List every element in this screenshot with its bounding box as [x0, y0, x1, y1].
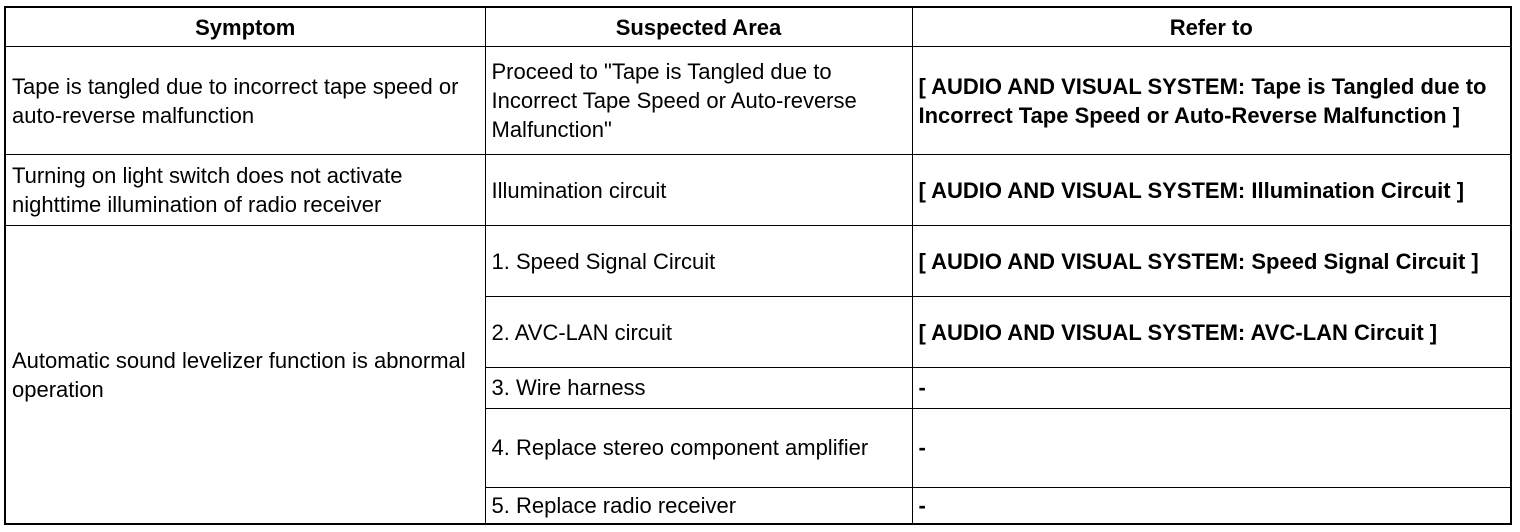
header-symptom: Symptom	[5, 7, 485, 47]
symptom-cell: Tape is tangled due to incorrect tape speed or auto-reverse malfunction	[5, 47, 485, 155]
suspected-area-cell: Illumination circuit	[485, 155, 912, 226]
table-row	[5, 226, 1511, 297]
refer-to-cell: -	[912, 408, 1511, 487]
suspected-area-cell: Proceed to "Tape is Tangled due to Incorrect Tape Speed or Auto-reverse Malfunction"	[485, 47, 912, 155]
refer-to-link[interactable]: [ AUDIO AND VISUAL SYSTEM: Tape is Tangled due to Incorrect Tape Speed or Auto-Reverse Malfunction ]	[912, 47, 1511, 155]
table-row	[5, 155, 1511, 226]
suspected-area-cell: 2. AVC-LAN circuit	[485, 297, 912, 368]
suspected-area-cell: 5. Replace radio receiver	[485, 487, 912, 524]
table-row	[5, 47, 1511, 155]
symptom-cell: Automatic sound levelizer function is abnormal operation	[5, 226, 485, 524]
refer-to-link[interactable]: [ AUDIO AND VISUAL SYSTEM: Speed Signal Circuit ]	[912, 226, 1511, 297]
refer-to-link[interactable]: [ AUDIO AND VISUAL SYSTEM: AVC-LAN Circuit ]	[912, 297, 1511, 368]
refer-to-cell: -	[912, 368, 1511, 408]
refer-to-link[interactable]: [ AUDIO AND VISUAL SYSTEM: Illumination Circuit ]	[912, 155, 1511, 226]
troubleshooting-table	[4, 6, 1512, 525]
header-refer-to: Refer to	[912, 7, 1511, 47]
suspected-area-cell: 3. Wire harness	[485, 368, 912, 408]
suspected-area-cell: 4. Replace stereo component amplifier	[485, 408, 912, 487]
symptom-cell: Turning on light switch does not activate nighttime illumination of radio receiver	[5, 155, 485, 226]
header-suspected-area: Suspected Area	[485, 7, 912, 47]
refer-to-cell: -	[912, 487, 1511, 524]
suspected-area-cell: 1. Speed Signal Circuit	[485, 226, 912, 297]
header-row	[5, 7, 1511, 47]
